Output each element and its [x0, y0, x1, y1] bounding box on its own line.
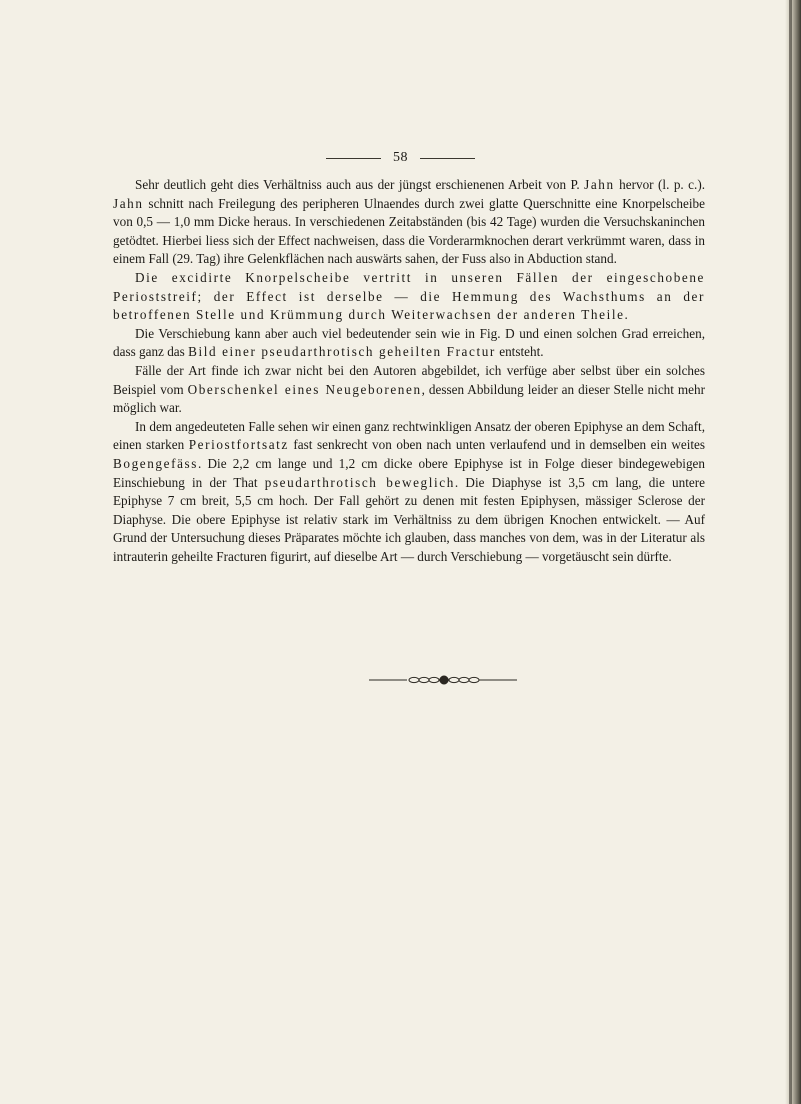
- text-run: Die Verschiebung kann aber auch viel bedeutender sein wie in Fig. D und einen solchen Grad erreichen, dass ganz das: [113, 325, 705, 360]
- spaced-emphasis: Periostfortsatz: [188, 437, 289, 453]
- spaced-name: Jahn: [113, 195, 144, 211]
- paragraph-1: [113, 176, 705, 269]
- text-run: entsteht.: [495, 344, 544, 360]
- page-number: 58: [393, 150, 408, 165]
- spaced-emphasis: Die excidirte Knorpelscheibe vertritt in unseren Fällen der eingeschobene Perioststreif; der Effect ist derselbe — die Hemmung des Wachsthums an der betroffenen Stelle und Krümmung durch Weiterwachsen der anderen Theile.: [113, 269, 705, 323]
- body-text: [113, 176, 705, 566]
- header-dash-left: [326, 158, 381, 159]
- page-edge-shadow: [785, 0, 801, 1104]
- spaced-emphasis: pseudarthrotisch beweglich: [264, 474, 455, 490]
- spaced-emphasis: Oberschenkel eines Neugeborenen: [187, 381, 422, 397]
- paragraph-2: [113, 269, 705, 325]
- text-run: . Die Diaphyse ist 3,5 cm lang, die untere Epiphyse 7 cm breit, 5,5 cm hoch. Der Fall gehört zu denen mit festen Epiphysen, mässiger Sclerose der Diaphyse. Die obere Epiphyse ist relativ stark im Verhältniss zu dem übrigen Knochen entwickelt. — Auf Grund der Untersuchung dieses Präparates möchte ich glauben, dass manches von dem, was in der Literatur als intrauterin geheilte Fracturen figurirt, auf dieselbe Art — durch Verschiebung — vorgetäuscht sein dürfte.: [113, 474, 705, 564]
- paragraph-5: [113, 418, 705, 567]
- text-run: fast senkrecht von oben nach unten verlaufend und in demselben ein weites: [288, 437, 706, 453]
- text-run: , dessen Abbildung leider an dieser Stelle nicht mehr möglich war.: [113, 381, 705, 416]
- text-run: schnitt nach Freilegung des peripheren Ulnaendes durch zwei glatte Querschnitte eine Knorpelscheibe von 0,5 — 1,0 mm Dicke heraus. In verschiedenen Zeitabständen (bis 42 Tage) wurden die Versuchskaninchen getödtet. Hierbei liess sich der Effect nachweisen, dass die Vorderarmknochen derart verkrümmt waren, dass in einem Fall (29. Tag) ihre Gelenkflächen nach auswärts sahen, der Fuss also in Abduction stand.: [113, 195, 705, 267]
- paragraph-3: [113, 325, 705, 362]
- text-run: Fälle der Art finde ich zwar nicht bei den Autoren abgebildet, ich verfüge aber selbst über ein solches Beispiel vom: [113, 362, 705, 397]
- end-ornament: [369, 674, 517, 686]
- page-header: [0, 151, 801, 165]
- text-run: . Die 2,2 cm lange und 1,2 cm dicke obere Epiphyse ist in Folge dieser bindegewebigen Einschiebung in der That: [113, 455, 705, 490]
- spaced-emphasis: Bild einer pseudarthrotisch geheilten Fractur: [188, 344, 496, 360]
- header-dash-right: [420, 158, 475, 159]
- spaced-emphasis: Bogengefäss: [113, 455, 198, 471]
- page-edge-line: [789, 0, 792, 1104]
- spaced-name: Jahn: [584, 177, 615, 192]
- text-run: Sehr deutlich geht dies Verhältniss auch aus der jüngst erschienenen Arbeit von P.: [135, 177, 585, 192]
- paragraph-4: [113, 362, 705, 418]
- text-run: hervor (l. p. c.).: [614, 177, 706, 192]
- text-run: In dem angedeuteten Falle sehen wir einen ganz rechtwinkligen Ansatz der oberen Epiphyse an dem Schaft, einen starken: [113, 418, 705, 453]
